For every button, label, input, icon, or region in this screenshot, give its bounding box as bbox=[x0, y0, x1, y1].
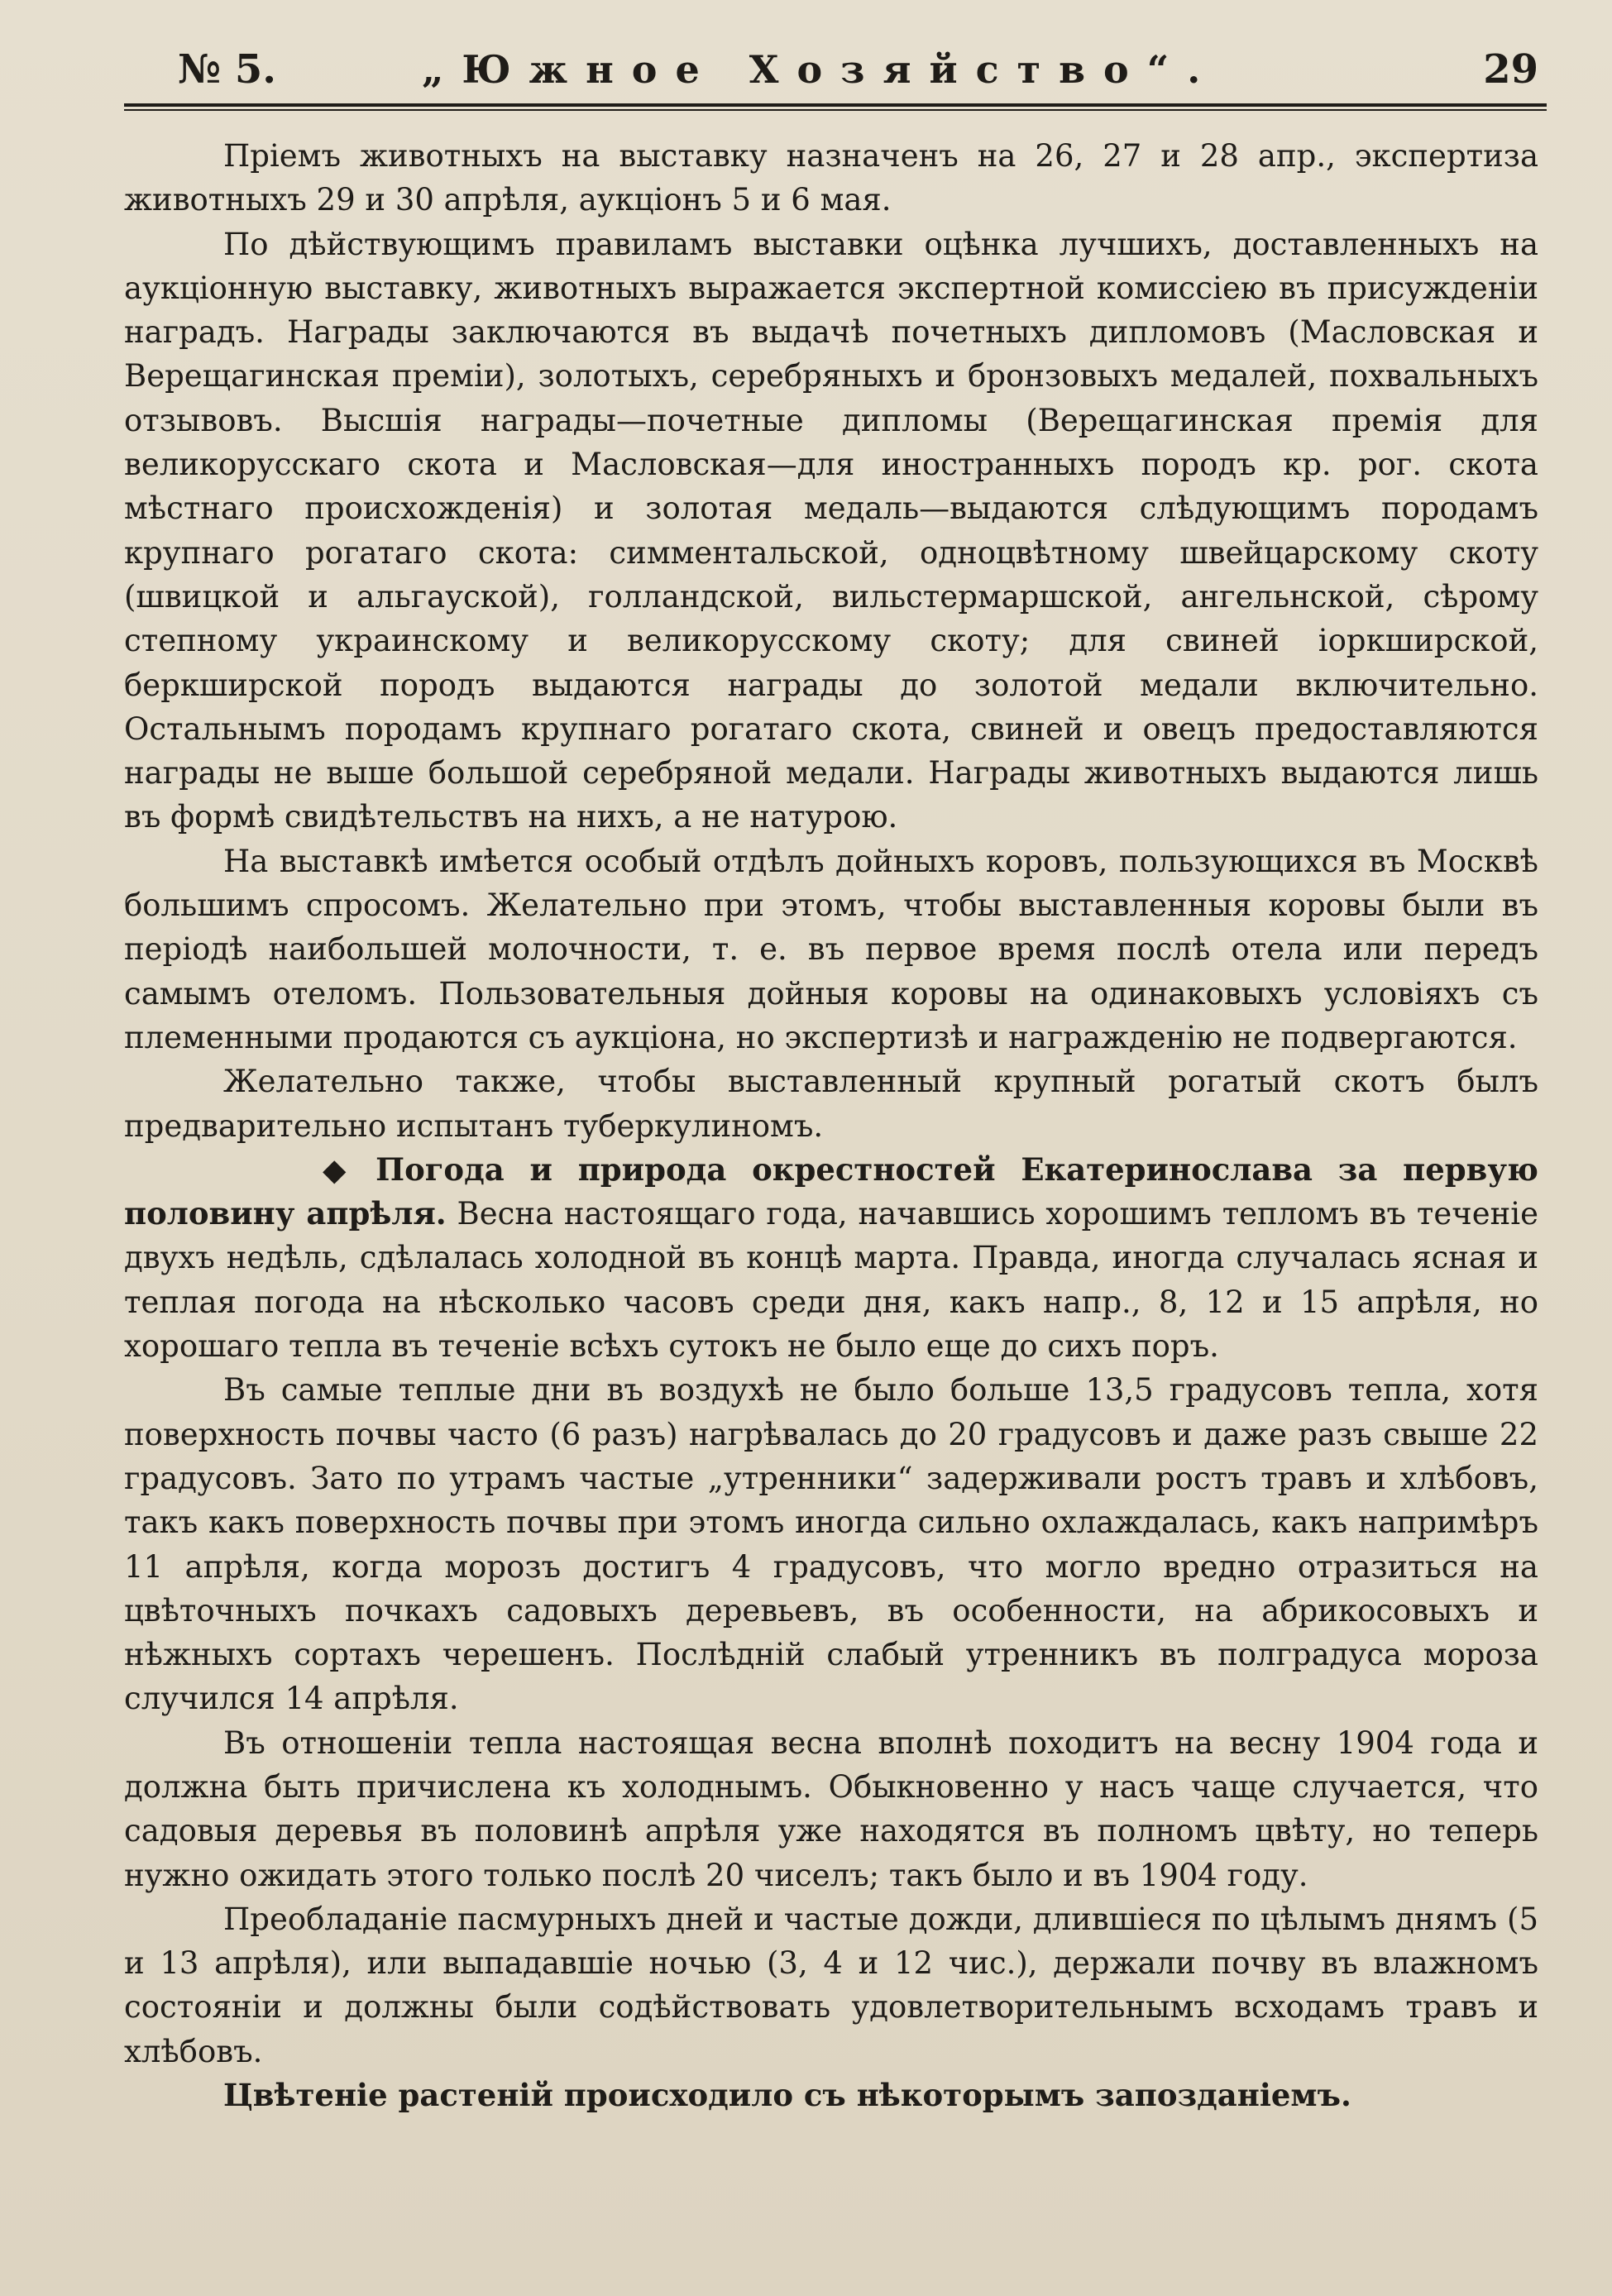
running-header bbox=[124, 40, 1547, 99]
paragraph: По дѣйствующимъ правиламъ выставки оцѣнка лучшихъ, доставленныхъ на аукціонную выставку, животныхъ выражается экспертной комиссіею въ присужденіи наградъ. Награды заключаются въ выдачѣ почетныхъ дипломовъ (Масловская и Верещагинская преміи), золотыхъ, серебряныхъ и бронзовыхъ медалей, похвальныхъ отзывовъ. Высшія награды—почетные дипломы (Верещагинская премія для великорусскаго скота и Масловская—для иностранныхъ породъ кр. рог. скота мѣстнаго происхожденія) и золотая медаль—выдаются слѣдующимъ породамъ крупнаго рогатаго скота: симментальской, одноцвѣтному швейцарскому скоту (швицкой и альгауской), голландской, вильстермаршской, ангельнской, сѣрому степному украинскому и великорусскому скоту; для свиней іоркширской, беркширской породъ выдаются награды до золотой медали включительно. Остальнымъ породамъ крупнаго рогатаго скота, свиней и овецъ предоставляются награды не выше большой серебряной медали. Награды животныхъ выдаются лишь въ формѣ свидѣтельствъ на нихъ, а не натурою. bbox=[124, 226, 1538, 835]
paragraph: Пріемъ животныхъ на выставку назначенъ на 26, 27 и 28 апр., экспертиза животныхъ 29 и 30 апрѣля, аукціонъ 5 и 6 мая. bbox=[124, 138, 1538, 218]
header-rule-thin bbox=[124, 109, 1547, 111]
paragraph: Въ отношеніи тепла настоящая весна вполнѣ походитъ на весну 1904 года и должна быть причислена къ холоднымъ. Обыкновенно у насъ чаще случается, что садовыя деревья въ половинѣ апрѣля уже находятся въ полномъ цвѣту, но теперь нужно ожидать этого только послѣ 20 чиселъ; такъ было и въ 1904 году. bbox=[124, 1724, 1538, 1893]
page-number: 29 bbox=[1483, 46, 1538, 93]
issue-number: № 5. bbox=[178, 46, 276, 93]
paragraph: Преобладаніе пасмурныхъ дней и частые дожди, длившіеся по цѣлымъ днямъ (5 и 13 апрѣля), или выпадавшіе ночью (3, 4 и 12 чис.), держали почву въ влажномъ состояніи и должны были содѣйствовать удовлетворительнымъ всходамъ травъ и хлѣбовъ. bbox=[124, 1901, 1538, 2069]
paragraph: На выставкѣ имѣется особый отдѣлъ дойныхъ коровъ, пользующихся въ Москвѣ большимъ спросомъ. Желательно при этомъ, чтобы выставленныя коровы были въ періодѣ наибольшей молочности, т. е. въ первое время послѣ отела или передъ самымъ отеломъ. Пользовательныя дойныя коровы на одинаковыхъ условіяхъ съ племенными продаются съ аукціона, но экспертизѣ и награжденію не подвергаются. bbox=[124, 843, 1538, 1055]
article-body bbox=[124, 134, 1538, 2117]
header-rule-thick bbox=[124, 103, 1547, 107]
paragraph: Въ самые теплые дни въ воздухѣ не было больше 13,5 градусовъ тепла, хотя поверхность почвы часто (6 разъ) нагрѣвалась до 20 градусовъ и даже разъ свыше 22 градусовъ. Зато по утрамъ частые „утренники“ задерживали ростъ травъ и хлѣбовъ, такъ какъ поверхность почвы при этомъ иногда сильно охлаждалась, какъ напримѣръ 11 апрѣля, когда морозъ достигъ 4 градусовъ, что могло вредно отразиться на цвѣточныхъ почкахъ садовыхъ деревьевъ, въ особенности, на абрикосовыхъ и нѣжныхъ сортахъ черешенъ. Послѣдній слабый утренникъ въ полградуса мороза случился 14 апрѣля. bbox=[124, 1372, 1538, 1717]
fleuron-ornament-icon: ◆ bbox=[323, 1150, 347, 1188]
section-first-paragraph bbox=[124, 1148, 1538, 1368]
journal-title: „Южное Хозяйство“. bbox=[422, 47, 1219, 92]
section-lead-text: Весна настоящаго года, начавшись хорошимъ тепломъ въ теченіе двухъ недѣль, сдѣлалась холодной въ концѣ марта. Правда, иногда случалась ясная и теплая погода на нѣсколько часовъ среди дня, какъ напр., 8, 12 и 15 апрѣля, но хорошаго тепла въ теченіе всѣхъ сутокъ не было еще до сихъ поръ. bbox=[124, 1196, 1538, 1365]
paragraph: Желательно также, чтобы выставленный крупный рогатый скотъ былъ предварительно испытанъ туберкулиномъ. bbox=[124, 1064, 1538, 1144]
section-heading: Погода и природа окрестностей Екатеринослава за первую половину апрѣля. bbox=[124, 1150, 1538, 1232]
closing-line: Цвѣтеніе растеній происходило съ нѣкоторымъ запозданіемъ. bbox=[223, 2077, 1351, 2114]
